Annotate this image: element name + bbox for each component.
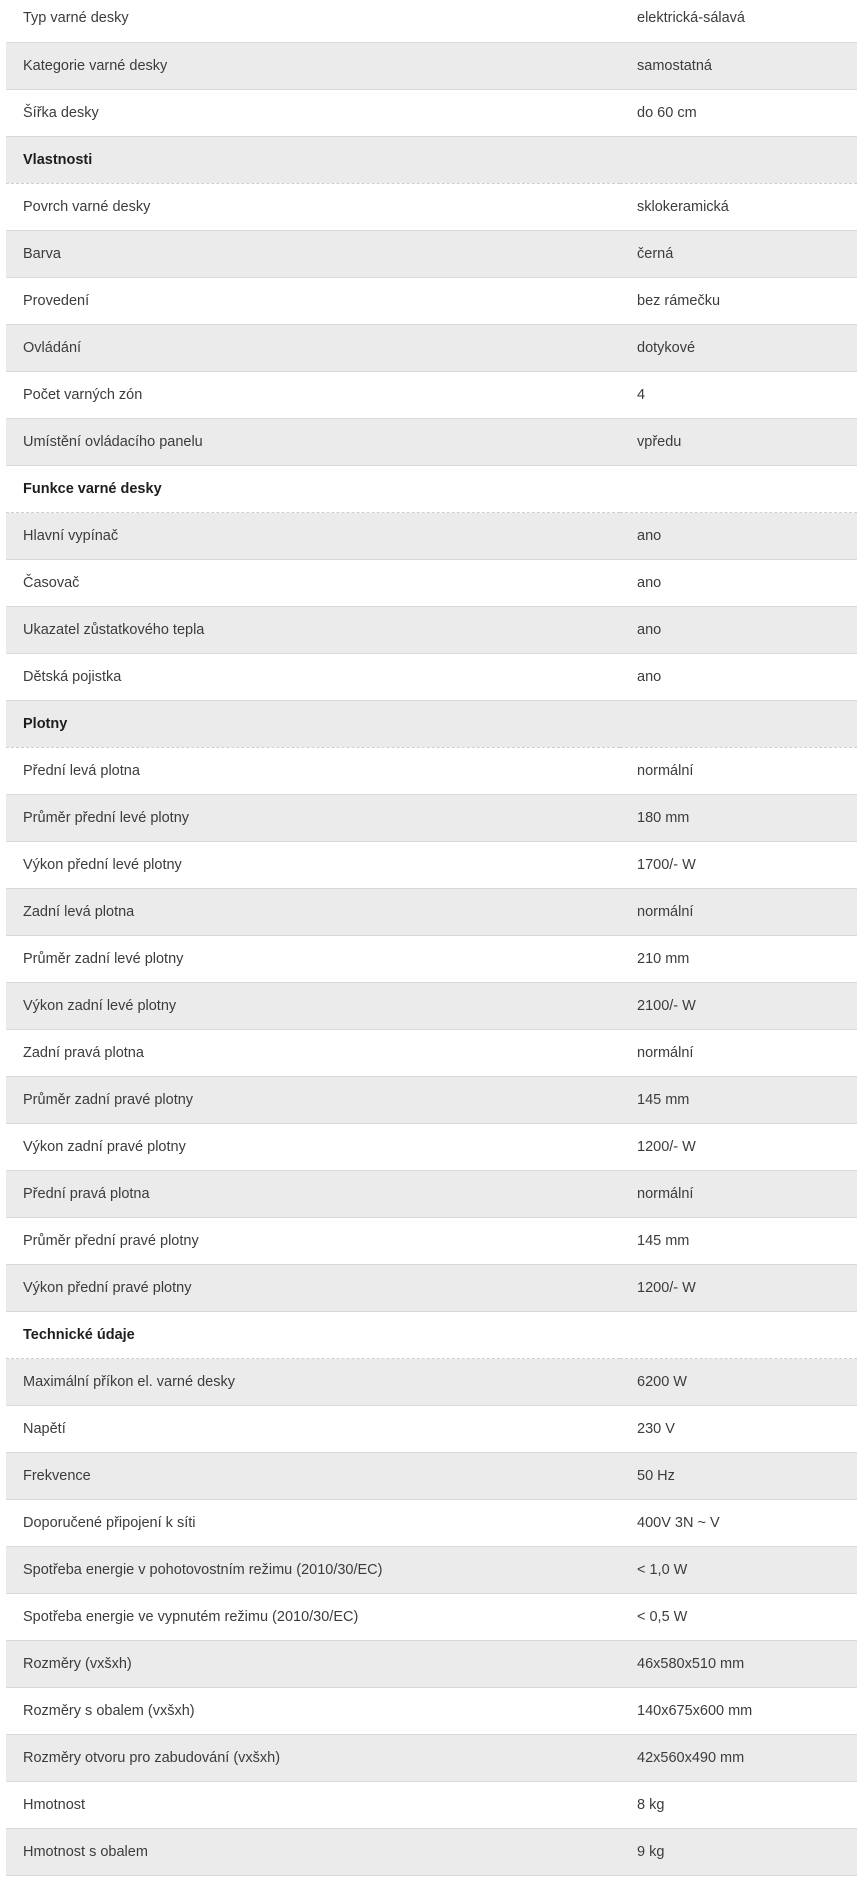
parameter-value bbox=[620, 136, 857, 183]
parameter-label: Provedení bbox=[6, 277, 620, 324]
parameter-label: Přední levá plotna bbox=[6, 747, 620, 794]
table-row bbox=[6, 512, 857, 559]
section-header-row bbox=[6, 136, 857, 183]
parameter-value: < 1,0 W bbox=[620, 1546, 857, 1593]
table-row bbox=[6, 1499, 857, 1546]
parameter-value: dotykové bbox=[620, 324, 857, 371]
parameter-value: do 60 cm bbox=[620, 89, 857, 136]
parameter-label: Výkon přední levé plotny bbox=[6, 841, 620, 888]
parameter-value: 180 mm bbox=[620, 794, 857, 841]
table-row bbox=[6, 1358, 857, 1405]
parameter-label: Ukazatel zůstatkového tepla bbox=[6, 606, 620, 653]
parameter-value: 4 bbox=[620, 371, 857, 418]
parameter-label: Průměr zadní pravé plotny bbox=[6, 1076, 620, 1123]
table-row bbox=[6, 559, 857, 606]
parameter-label: Typ varné desky bbox=[6, 0, 620, 42]
section-header-row bbox=[6, 700, 857, 747]
section-title: Plotny bbox=[6, 700, 620, 747]
section-header-row bbox=[6, 1311, 857, 1358]
parameter-label: Hmotnost s obalem bbox=[6, 1828, 620, 1875]
parameter-value: 145 mm bbox=[620, 1217, 857, 1264]
parameter-value: samostatná bbox=[620, 42, 857, 89]
table-row bbox=[6, 277, 857, 324]
parameter-label: Spotřeba energie ve vypnutém režimu (2010/30/EC) bbox=[6, 1593, 620, 1640]
parameter-label: Hlavní vypínač bbox=[6, 512, 620, 559]
parameter-value: 1200/- W bbox=[620, 1264, 857, 1311]
table-row bbox=[6, 1029, 857, 1076]
parameter-label: Časovač bbox=[6, 559, 620, 606]
parameter-value: ano bbox=[620, 653, 857, 700]
parameter-label: Zadní pravá plotna bbox=[6, 1029, 620, 1076]
parameter-label: Dětská pojistka bbox=[6, 653, 620, 700]
parameter-value: bez rámečku bbox=[620, 277, 857, 324]
table-row bbox=[6, 418, 857, 465]
parameter-label: Povrch varné desky bbox=[6, 183, 620, 230]
parameter-value: ano bbox=[620, 512, 857, 559]
parameter-value bbox=[620, 700, 857, 747]
table-row bbox=[6, 1452, 857, 1499]
parameters-table-container bbox=[6, 0, 857, 1876]
parameter-value: 50 Hz bbox=[620, 1452, 857, 1499]
parameter-value: normální bbox=[620, 747, 857, 794]
parameter-value: 1200/- W bbox=[620, 1123, 857, 1170]
parameter-value: 9 kg bbox=[620, 1828, 857, 1875]
table-row bbox=[6, 1828, 857, 1875]
parameter-value: ano bbox=[620, 606, 857, 653]
parameter-label: Výkon zadní pravé plotny bbox=[6, 1123, 620, 1170]
parameter-label: Průměr přední levé plotny bbox=[6, 794, 620, 841]
table-row bbox=[6, 935, 857, 982]
parameter-value: 2100/- W bbox=[620, 982, 857, 1029]
parameter-value: < 0,5 W bbox=[620, 1593, 857, 1640]
parameter-value: 140x675x600 mm bbox=[620, 1687, 857, 1734]
section-header-row bbox=[6, 465, 857, 512]
table-row bbox=[6, 653, 857, 700]
table-row bbox=[6, 1640, 857, 1687]
parameter-value: ano bbox=[620, 559, 857, 606]
parameter-label: Rozměry (vxšxh) bbox=[6, 1640, 620, 1687]
parameter-label: Barva bbox=[6, 230, 620, 277]
parameter-label: Počet varných zón bbox=[6, 371, 620, 418]
table-row bbox=[6, 324, 857, 371]
parameter-value: normální bbox=[620, 1170, 857, 1217]
table-row bbox=[6, 1405, 857, 1452]
table-row bbox=[6, 888, 857, 935]
parameter-label: Spotřeba energie v pohotovostním režimu (2010/30/EC) bbox=[6, 1546, 620, 1593]
table-row bbox=[6, 841, 857, 888]
section-title: Vlastnosti bbox=[6, 136, 620, 183]
parameter-label: Ovládání bbox=[6, 324, 620, 371]
table-row bbox=[6, 183, 857, 230]
parameter-value: 6200 W bbox=[620, 1358, 857, 1405]
parameter-label: Průměr zadní levé plotny bbox=[6, 935, 620, 982]
table-row bbox=[6, 1546, 857, 1593]
table-row bbox=[6, 1734, 857, 1781]
table-row bbox=[6, 0, 857, 42]
parameter-value: 400V 3N ~ V bbox=[620, 1499, 857, 1546]
parameter-value: normální bbox=[620, 888, 857, 935]
parameter-label: Umístění ovládacího panelu bbox=[6, 418, 620, 465]
parameter-value: 8 kg bbox=[620, 1781, 857, 1828]
parameter-value: 145 mm bbox=[620, 1076, 857, 1123]
table-row bbox=[6, 1217, 857, 1264]
parameter-value: 46x580x510 mm bbox=[620, 1640, 857, 1687]
parameter-value: 230 V bbox=[620, 1405, 857, 1452]
parameter-label: Rozměry otvoru pro zabudování (vxšxh) bbox=[6, 1734, 620, 1781]
parameter-label: Šířka desky bbox=[6, 89, 620, 136]
table-row bbox=[6, 1264, 857, 1311]
section-title: Technické údaje bbox=[6, 1311, 620, 1358]
table-row bbox=[6, 1593, 857, 1640]
table-row bbox=[6, 230, 857, 277]
table-row bbox=[6, 42, 857, 89]
parameter-label: Výkon zadní levé plotny bbox=[6, 982, 620, 1029]
parameter-label: Maximální příkon el. varné desky bbox=[6, 1358, 620, 1405]
table-row bbox=[6, 982, 857, 1029]
table-row bbox=[6, 1076, 857, 1123]
parameters-table bbox=[6, 0, 857, 1876]
parameter-value: 42x560x490 mm bbox=[620, 1734, 857, 1781]
table-row bbox=[6, 1687, 857, 1734]
parameter-label: Rozměry s obalem (vxšxh) bbox=[6, 1687, 620, 1734]
parameter-label: Napětí bbox=[6, 1405, 620, 1452]
parameter-value: 210 mm bbox=[620, 935, 857, 982]
parameters-table-body bbox=[6, 0, 857, 1875]
parameter-label: Doporučené připojení k síti bbox=[6, 1499, 620, 1546]
parameter-label: Hmotnost bbox=[6, 1781, 620, 1828]
table-row bbox=[6, 1781, 857, 1828]
parameter-value: sklokeramická bbox=[620, 183, 857, 230]
parameter-value: 1700/- W bbox=[620, 841, 857, 888]
parameter-value: normální bbox=[620, 1029, 857, 1076]
parameter-value bbox=[620, 1311, 857, 1358]
table-row bbox=[6, 747, 857, 794]
parameter-label: Frekvence bbox=[6, 1452, 620, 1499]
parameter-value: černá bbox=[620, 230, 857, 277]
parameter-label: Průměr přední pravé plotny bbox=[6, 1217, 620, 1264]
parameter-value bbox=[620, 465, 857, 512]
table-row bbox=[6, 1170, 857, 1217]
parameter-label: Zadní levá plotna bbox=[6, 888, 620, 935]
parameter-value: vpředu bbox=[620, 418, 857, 465]
table-row bbox=[6, 606, 857, 653]
table-row bbox=[6, 1123, 857, 1170]
table-row bbox=[6, 371, 857, 418]
table-row bbox=[6, 89, 857, 136]
parameter-value: elektrická-sálavá bbox=[620, 0, 857, 42]
table-row bbox=[6, 794, 857, 841]
parameter-label: Kategorie varné desky bbox=[6, 42, 620, 89]
parameter-label: Přední pravá plotna bbox=[6, 1170, 620, 1217]
parameter-label: Výkon přední pravé plotny bbox=[6, 1264, 620, 1311]
section-title: Funkce varné desky bbox=[6, 465, 620, 512]
